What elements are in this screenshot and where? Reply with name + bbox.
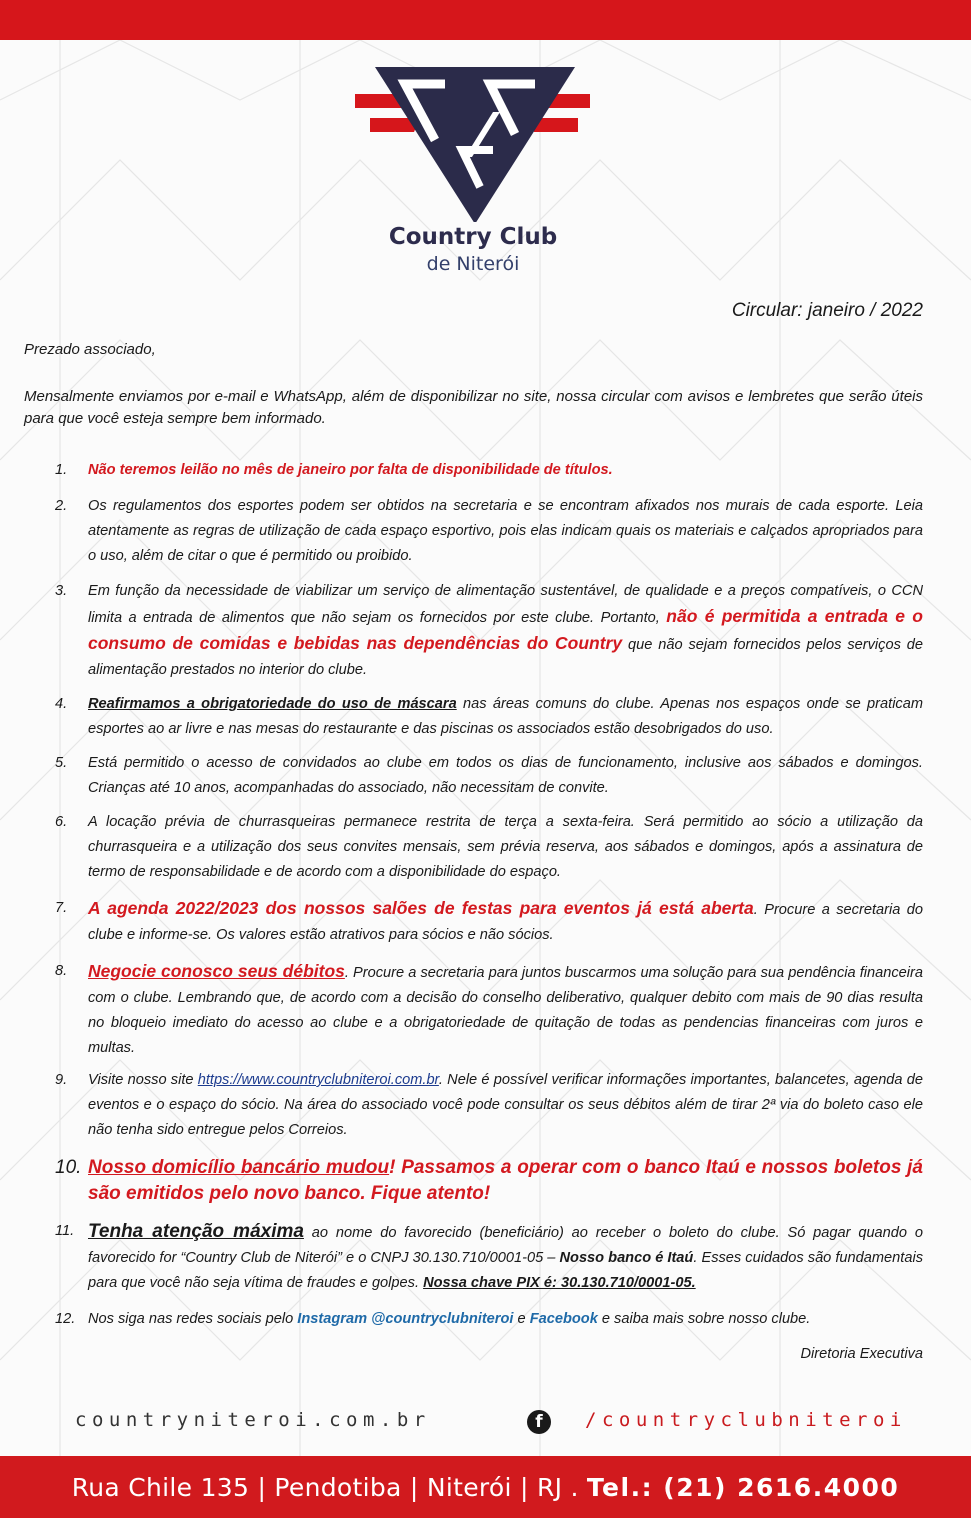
item-number: 12. (55, 1311, 76, 1327)
greeting: Prezado associado, (24, 341, 156, 358)
item-text (88, 1068, 923, 1143)
item-number: 10. (55, 1157, 82, 1178)
item-text-part: . Nele é possível verificar informações importantes, balancetes, agenda de eventos e o espaço do sócio. Na área do associado você pode consultar os seus débitos além de tirar 2ª via do boleto caso ele não tenha sido entregue pelos Correios. (88, 1072, 923, 1138)
highlight-text: Nosso domicílio bancário mudou (88, 1157, 390, 1178)
item-text-part: Em função da necessidade de viabilizar um serviço de alimentação sustentável, de qualidade e a preços compatíveis, o CCN limita a entrada de alimentos que não sejam os fornecidos por este clube. Portanto, (88, 583, 923, 626)
top-red-bar (0, 0, 971, 40)
item-text-part: e saiba mais sobre nosso clube. (597, 1311, 811, 1327)
item-number: 7. (55, 900, 68, 916)
item-text: Está permitido o acesso de convidados ao clube em todos os dias de funcionamento, inclusive aos sábados e domingos. Crianças até 10 anos, acompanhadas do associado, não necessitam de convite. (88, 755, 923, 796)
item-text-part: que não sejam fornecidos pelos serviços de alimentação prestados no interior do clube. (88, 637, 923, 678)
item-text-part: e (513, 1311, 530, 1327)
circular-date: Circular: janeiro / 2022 (731, 300, 923, 321)
item-text-part: ao nome do favorecido (beneficiário) ao receber o boleto do clube. Só pagar quando o favorecido for “Country Club de Niterói” e o CNPJ 30.130.710/0001-05 – (88, 1225, 923, 1266)
club-subname: de Niterói (426, 253, 520, 275)
item-number: 1. (55, 462, 68, 478)
highlight-text: não é permitida a entrada e o consumo de comidas e bebidas nas dependências do Country (88, 606, 924, 653)
club-name: Country Club (388, 224, 558, 250)
footer-social-handle[interactable]: /countryclubniteroi (585, 1409, 907, 1431)
item-number: 2. (55, 498, 68, 514)
highlight-text: A agenda 2022/2023 dos nossos salões de festas para eventos já está aberta (88, 898, 754, 918)
bottom-address-bar (0, 1456, 971, 1518)
item-number: 6. (55, 814, 68, 830)
footer-phone: Tel.: (21) 2616.4000 (586, 1472, 900, 1502)
item-number: 3. (55, 583, 68, 599)
facebook-icon: f (527, 1410, 551, 1434)
item-number: 8. (55, 963, 68, 979)
item-number: 4. (55, 696, 68, 712)
instagram-link[interactable]: Instagram @countryclubniteroi (297, 1311, 514, 1327)
item-text: Os regulamentos dos esportes podem ser obtidos na secretaria e se encontram afixados nos murais de cada esporte. Leia atentamente as regras de utilização de cada espaço esportivo, pois elas indicam quais os materiais e calçados apropriados para o uso, além de citar o que é permitido ou proibido. (88, 498, 923, 564)
item-text (88, 692, 923, 742)
site-link[interactable]: https://www.countryclubniteroi.com.br (197, 1072, 439, 1088)
item-text: Não teremos leilão no mês de janeiro por falta de disponibilidade de títulos. (88, 462, 613, 478)
footer-site[interactable]: countryniteroi.com.br (75, 1409, 431, 1431)
item-text (88, 959, 923, 1061)
highlight-text: Negocie conosco seus débitos (88, 961, 345, 981)
item-text (88, 1155, 923, 1207)
highlight-text: Reafirmamos a obrigatoriedade do uso de máscara (88, 696, 457, 712)
item-number: 5. (55, 755, 68, 771)
item-text-part: nas áreas comuns do clube. Apenas nos espaços onde se praticam esportes ao ar livre e nas mesas do restaurante e das piscinas os associados estão desobrigados do uso. (88, 696, 924, 737)
item-text-part: Nos siga nas redes sociais pelo (88, 1311, 298, 1327)
item-text (88, 1307, 923, 1332)
item-text: A locação prévia de churrasqueiras permanece restrita de terça a sexta-feira. Será permitido ao sócio a utilização da churrasqueira e a utilização dos seus convites mensais, sem prévia reserva, aos sábados e domingos, após a assinatura de termo de responsabilidade e de acordo com a disponibilidade do espaço. (88, 814, 923, 880)
item-text (88, 579, 923, 683)
item-text-part: . Procure a secretaria para juntos buscarmos uma solução para sua pendência financeira com o clube. Lembrando que, de acordo com a decisão do conselho deliberativo, qualquer debito com mais de 90 dias resulta no bloqueio imediato do acesso ao clube e a obrigatoriedade de quitação de todas as pendencias financeiras com juros e multas. (88, 965, 923, 1056)
pix-key: Nossa chave PIX é: 30.130.710/0001-05. (423, 1275, 696, 1291)
item-text (88, 1219, 923, 1296)
item-number: 11. (55, 1223, 75, 1239)
item-text (88, 896, 923, 948)
intro-paragraph: Mensalmente enviamos por e-mail e WhatsApp, além de disponibilizar no site, nossa circular com avisos e lembretes que serão úteis para que você esteja sempre bem informado. (24, 388, 923, 427)
club-logo-emblem (350, 62, 600, 222)
facebook-link[interactable]: Facebook (529, 1311, 598, 1327)
highlight-text: Tenha atenção máxima (88, 1221, 304, 1242)
item-text-part: . Procure a secretaria do clube e informe-se. Os valores estão atrativos para sócios e não sócios. (88, 902, 923, 943)
item-text-part: . Esses cuidados são fundamentais para que você não seja vítima de fraudes e golpes. (88, 1250, 923, 1291)
signature: Diretoria Executiva (800, 1346, 923, 1362)
bank-notice: Nosso banco é Itaú (559, 1250, 694, 1266)
item-number: 9. (55, 1072, 68, 1088)
footer-address: Rua Chile 135 | Pendotiba | Niterói | RJ . (71, 1472, 579, 1502)
item-text-part: ! Passamos a operar com o banco Itaú e nossos boletos já são emitidos pelo novo banco. Fique atento! (88, 1157, 923, 1204)
item-text-part: Visite nosso site (88, 1072, 198, 1088)
